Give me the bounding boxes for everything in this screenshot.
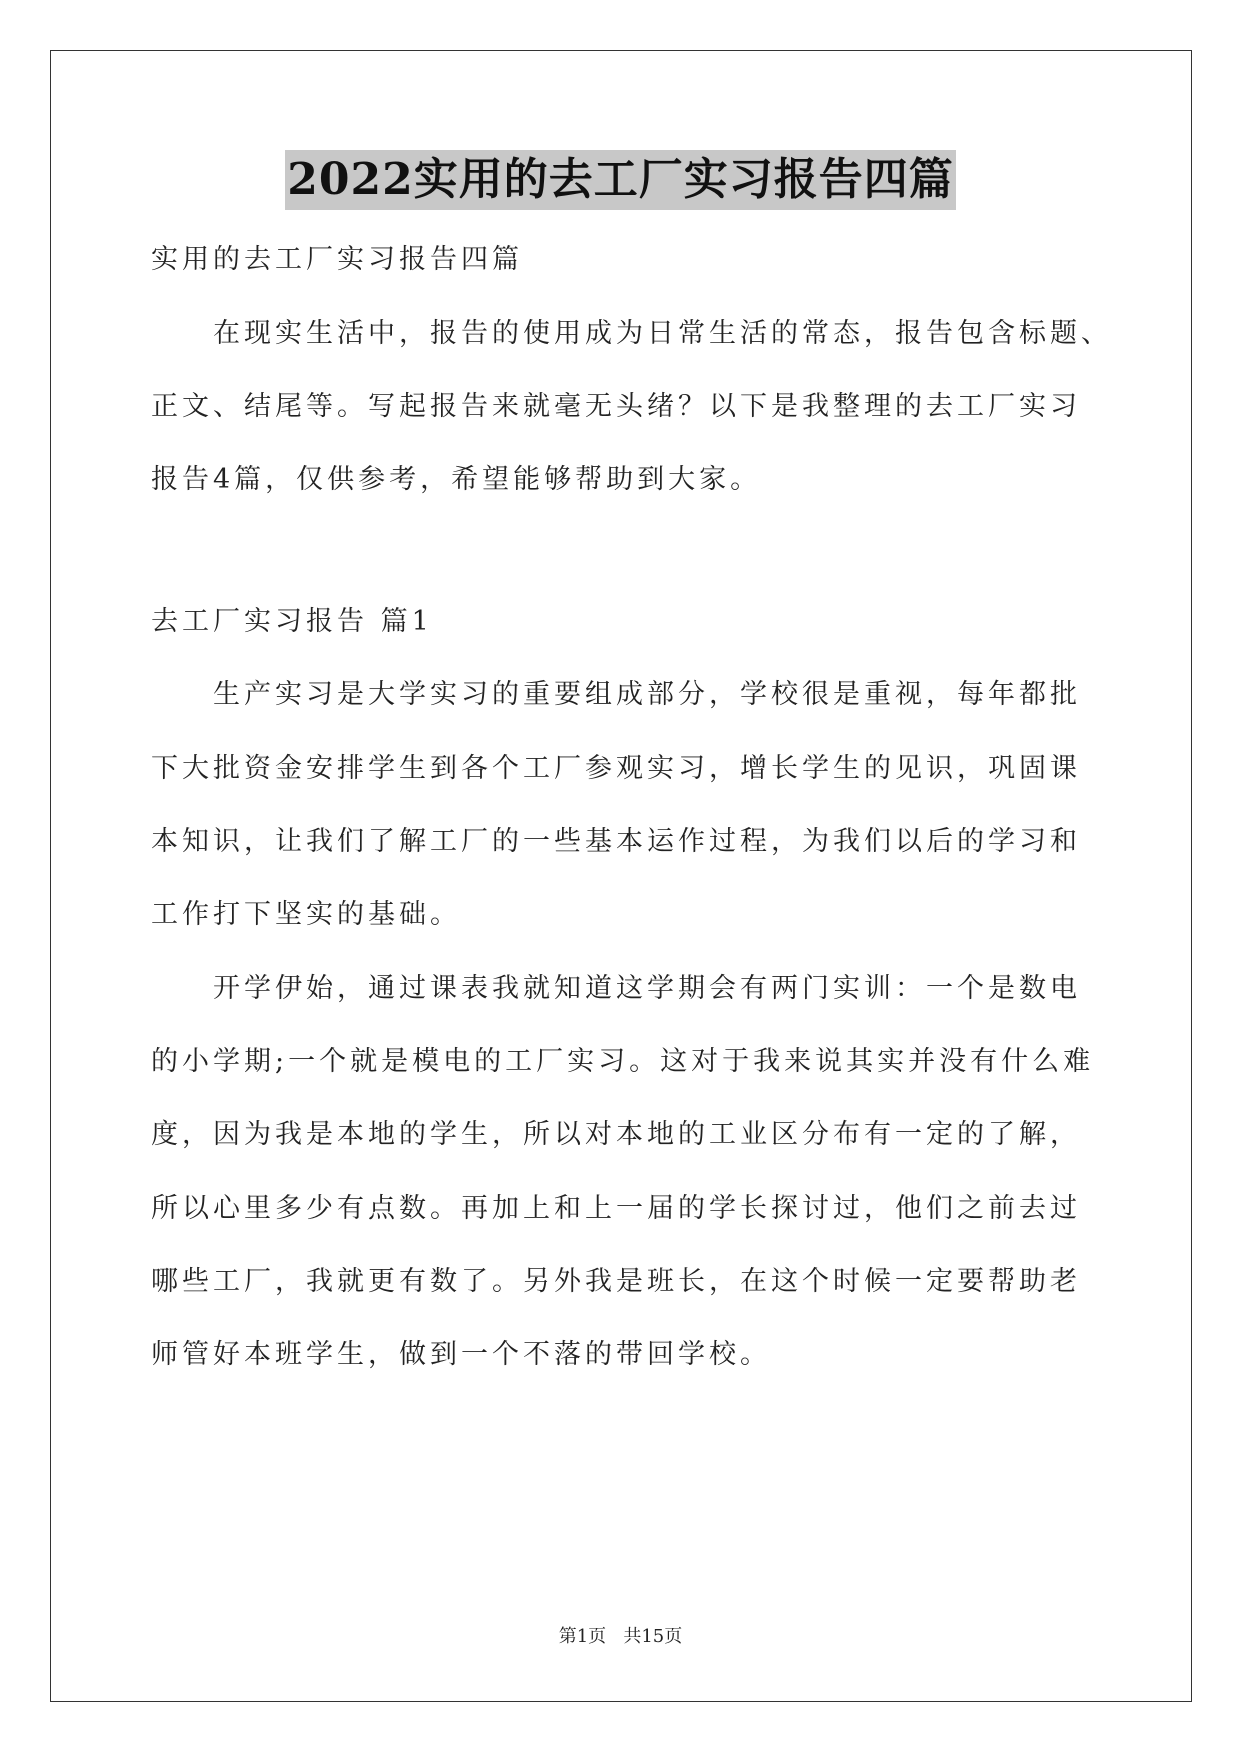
paragraph-line: 工作打下坚实的基础。 [151,899,461,930]
paragraph-line: 所以心里多少有点数。再加上和上一届的学长探讨过，他们之前去过 [151,1193,1081,1224]
document-title-text: 2022实用的去工厂实习报告四篇 [285,150,955,210]
paragraph-line: 下大批资金安排学生到各个工厂参观实习，增长学生的见识，巩固课 [151,753,1081,784]
paragraph-line: 生产实习是大学实习的重要组成部分，学校很是重视，每年都批 [213,679,1081,710]
page-footer: 第1页 共15页 [558,1626,683,1647]
paragraph-line: 在现实生活中，报告的使用成为日常生活的常态，报告包含标题、 [213,318,1112,349]
paragraph-line: 度，因为我是本地的学生，所以对本地的工业区分布有一定的了解， [151,1119,1081,1150]
subtitle-line: 实用的去工厂实习报告四篇 [151,244,523,275]
paragraph-line: 师管好本班学生，做到一个不落的带回学校。 [151,1339,771,1370]
section-heading: 去工厂实习报告 篇1 [151,606,433,637]
paragraph-line: 本知识，让我们了解工厂的一些基本运作过程，为我们以后的学习和 [151,826,1081,857]
paragraph-line: 报告4篇，仅供参考，希望能够帮助到大家。 [151,464,762,495]
paragraph-line: 哪些工厂，我就更有数了。另外我是班长，在这个时候一定要帮助老 [151,1266,1081,1297]
paragraph-line: 的小学期;一个就是模电的工厂实习。这对于我来说其实并没有什么难 [151,1046,1095,1077]
paragraph-line: 正文、结尾等。写起报告来就毫无头绪？以下是我整理的去工厂实习 [151,391,1081,422]
document-title [0,150,1241,210]
page-border [50,50,1192,1702]
paragraph-line: 开学伊始，通过课表我就知道这学期会有两门实训：一个是数电 [213,973,1081,1004]
